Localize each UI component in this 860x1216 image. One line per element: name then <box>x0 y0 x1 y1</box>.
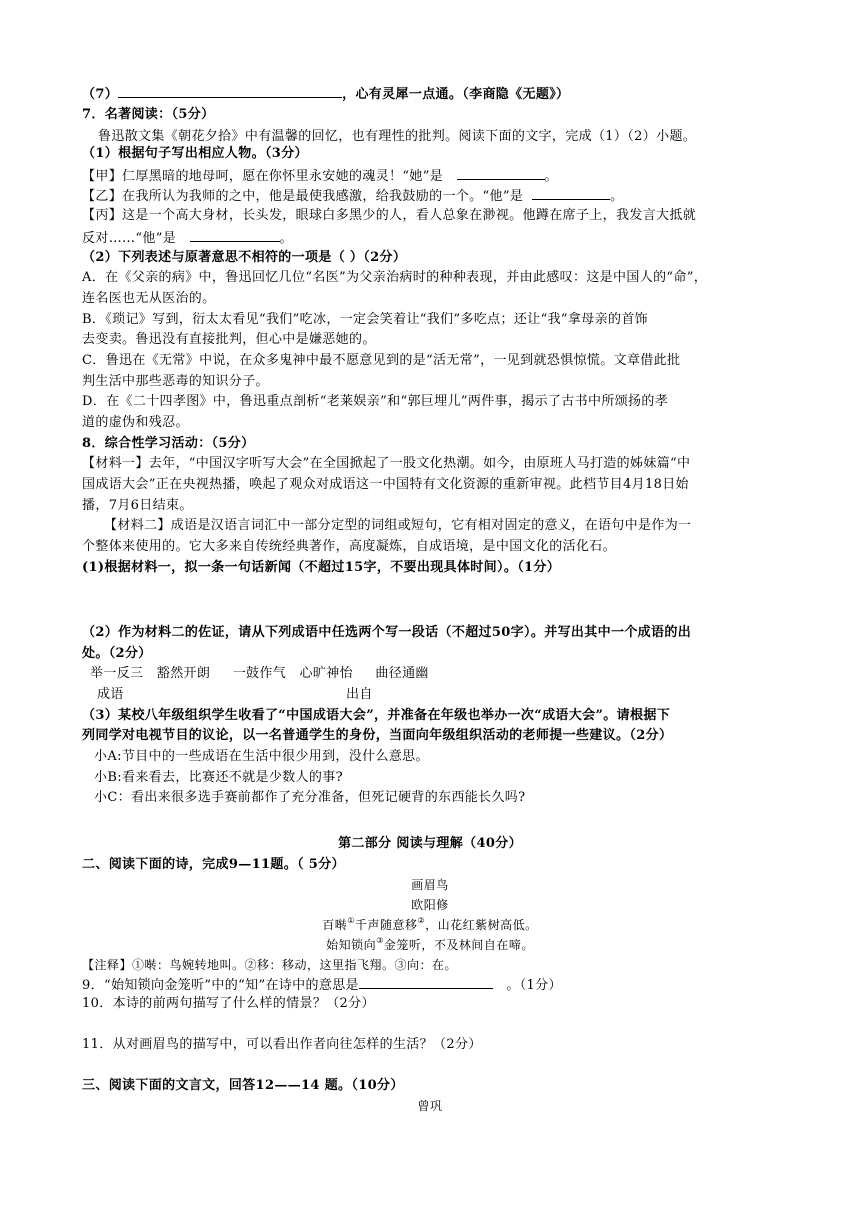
q7-bing-1: 【丙】这是一个高大身材，长头发，眼球白多黑少的人，看人总象在渺视。他蹲在席子上，我发言大抵就 <box>82 208 697 223</box>
answer-blank[interactable] <box>532 186 610 200</box>
note-marker: ③ <box>376 936 384 945</box>
q8-3-prompt-1: （3）某校八年级组织学生收看了“中国成语大会”，并准备在年级也举办一次“成语大会”。请根据下 <box>82 708 671 723</box>
q8-2-prompt-1: （2）作为材料二的佐证，请从下列成语中任选两个写一段话（不超过50字）。并写出其中一个成语的出 <box>82 625 692 640</box>
q7-option-b-2: 去变卖。鲁迅没有直接批判，但心中是嫌恶她的。 <box>82 332 376 347</box>
answer-blank[interactable] <box>359 975 493 989</box>
idiom-item: 举一反三 <box>90 666 144 681</box>
note-marker: ② <box>417 916 426 925</box>
q7-option-d-2: 道的虚伪和残忍。 <box>82 415 189 430</box>
q7-bing-2-text: 反对……“他”是 <box>82 231 177 246</box>
q9-text: 9．“始知锁向金笼听”中的“知”在诗中的意思是 <box>82 978 359 993</box>
q7-title: 7．名著阅读：（5分） <box>82 107 215 122</box>
poem-line-2 <box>0 937 860 954</box>
q7-jia-text: 【甲】仁厚黑暗的地母呵，愿在你怀里永安她的魂灵！“她”是 <box>82 169 444 184</box>
q7-jia <box>82 166 558 185</box>
q7-7-prefix: （7） <box>82 87 119 102</box>
poem-text: 百啭 <box>322 918 348 932</box>
answer-space[interactable] <box>82 579 772 623</box>
q9 <box>82 975 562 994</box>
q7-yi-text: 【乙】在我所认为我师的之中，他是最使我感激，给我鼓励的一个。“他”是 <box>82 189 524 204</box>
q7-option-c-2: 判生活中那些恶毒的知识分子。 <box>82 374 269 389</box>
q8-1-prompt: (1)根据材料一，拟一条一句话新闻（不超过15字，不要出现具体时间）。（1分） <box>82 560 561 575</box>
q11: 11．从对画眉鸟的描写中，可以看出作者向往怎样的生活？（2分） <box>82 1037 482 1052</box>
idiom-list <box>90 665 429 682</box>
poem-line-1 <box>0 917 860 934</box>
poem-text: ，山花红紫树高低。 <box>425 918 538 932</box>
q8-3-prompt-2: 列同学对电视节目的议论，以一名普通学生的身份，当面向年级组织活动的老师提一些建议。（2分） <box>82 728 673 743</box>
q8-material1-2: 国成语大会”正在央视热播，唤起了观众对成语这一中国特有文化资源的重新审视。此档节目4月18日始 <box>82 477 689 492</box>
q7-1-prompt: （1）根据句子写出相应人物。（3分） <box>82 146 308 161</box>
q7-yi <box>82 186 624 205</box>
poem-text: 金笼听，不及林间自在啼。 <box>383 938 534 952</box>
answer-blank[interactable] <box>190 228 280 242</box>
student-c-comment: 小C：看出来很多选手赛前都作了充分准备，但死记硬背的东西能长久吗? <box>94 790 526 805</box>
q7-option-d-1: D．在《二十四孝图》中，鲁迅重点剖析“老莱娱亲”和“郭巨埋儿”两件事，揭示了古书中所颂扬的孝 <box>82 394 669 409</box>
q7-option-a-2: 连名医也无从医治的。 <box>82 291 216 306</box>
q10: 10．本诗的前两句描写了什么样的情景？（2分） <box>82 996 375 1011</box>
q7-option-b-1: B．《琐记》写到，衍太太看见“我们”吃冰，一定会笑着让“我们”多吃点；还让“我”拿母亲的首饰 <box>82 312 649 327</box>
student-a-comment: 小A:节目中的一些成语在生活中很少用到，没什么意思。 <box>94 749 429 764</box>
section2-heading: 二、阅读下面的诗，完成9—11题。（ 5分） <box>82 857 345 872</box>
q8-title: 8．综合性学习活动：（5分） <box>82 436 255 451</box>
q9-end: 。（1分） <box>506 978 562 993</box>
poem-title: 画眉鸟 <box>411 878 449 892</box>
q7-yi-end: 。 <box>610 189 624 204</box>
note-marker: ① <box>347 916 355 925</box>
label-source: 出自 <box>346 687 373 702</box>
student-b-comment: 小B:看来看去，比赛还不就是少数人的事? <box>94 770 343 785</box>
q8-material2-2: 个整体来使用的。它大多来自传统经典著作，高度凝炼，自成语境，是中国文化的活化石。 <box>82 539 617 554</box>
q7-option-a-1: A．在《父亲的病》中，鲁迅回忆几位“名医”为父亲治病时的种种表现，并由此感叹：这是中国人的“命”， <box>82 270 708 285</box>
q8-material1-3: 播，7月6日结束。 <box>82 498 193 513</box>
q7-7-suffix: ，心有灵犀一点通。（李商隐《无题》） <box>342 87 570 102</box>
prose-author: 曾巩 <box>417 1099 443 1113</box>
idiom-item: 曲径通幽 <box>375 666 429 681</box>
q8-material1-1: 【材料一】去年，“中国汉字听写大会”在全国掀起了一股文化热潮。如今，由原班人马打造的姊妹篇“中 <box>82 456 691 471</box>
answer-blank[interactable] <box>118 84 342 98</box>
idiom-item: 豁然开朗 <box>156 666 211 681</box>
part2-heading: 第二部分 阅读与理解（40分） <box>338 836 522 851</box>
q7-jia-end: 。 <box>544 169 558 184</box>
q7-7-line <box>82 84 569 103</box>
answer-blank[interactable] <box>457 166 545 180</box>
idiom-item: 一鼓作气 <box>232 666 287 681</box>
poem-text: 千声随意移 <box>354 918 418 932</box>
q7-2-prompt: （2）下列表述与原著意思不相符的一项是（ ）（2分） <box>82 250 407 265</box>
poem-text: 始知锁向 <box>326 938 377 952</box>
q7-bing-2-end: 。 <box>279 231 293 246</box>
label-idiom: 成语 <box>97 687 124 702</box>
poem-notes: 【注释】①啭：鸟婉转地叫。②移：移动，这里指飞翔。③向：在。 <box>82 958 458 972</box>
q8-2-prompt-2: 处。（2分） <box>82 646 152 661</box>
section3-heading: 三、阅读下面的文言文，回答12——14 题。（10分） <box>82 1078 404 1093</box>
q7-intro: 鲁迅散文集《朝花夕拾》中有温馨的回忆，也有理性的批判。阅读下面的文字，完成（1）（2）小题。 <box>98 129 697 144</box>
q7-bing-2 <box>82 228 293 247</box>
q7-option-c-1: C．鲁迅在《无常》中说，在众多鬼神中最不愿意见到的是“活无常”，一见到就恐惧惊慌。文章借此批 <box>82 353 681 368</box>
poem-author: 欧阳修 <box>411 898 449 912</box>
idiom-item: 心旷神怡 <box>299 666 353 681</box>
q8-material2-1: 【材料二】成语是汉语言词汇中一部分定型的词组或短句，它有相对固定的意义，在语句中是作为一 <box>104 518 692 533</box>
